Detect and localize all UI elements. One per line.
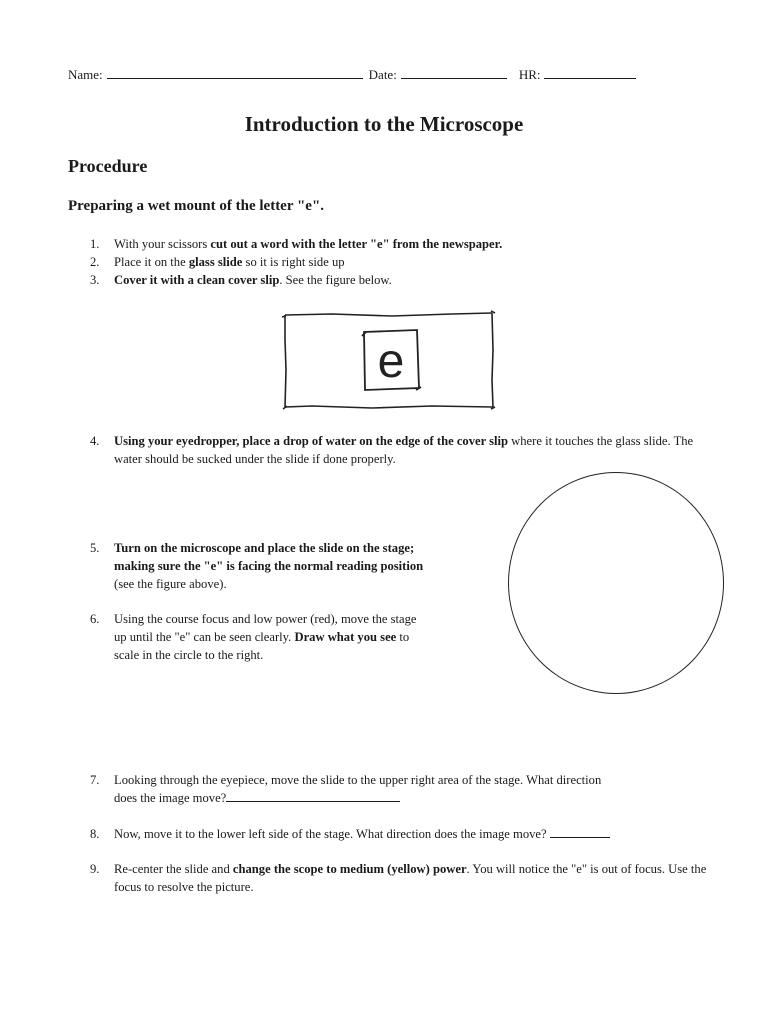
section-heading: Procedure (68, 156, 148, 176)
step-2 (90, 253, 710, 271)
step-bold-text: Draw what you see (294, 630, 397, 644)
answer-blank[interactable] (226, 789, 400, 802)
step-text: . You will notice the "e" is out of focus. Use the focus to resolve the picture. (114, 862, 707, 894)
step-1 (90, 235, 710, 253)
step-bold-text: change the scope to medium (yellow) power (232, 862, 467, 876)
step-number: 7. (90, 773, 100, 787)
step-3 (90, 271, 710, 289)
step-5 (90, 539, 500, 593)
step-text: Looking through the eyepiece, move the slide to the upper right area of the stage. What direction (114, 773, 602, 787)
letter-e: e (377, 335, 405, 388)
step-number: 9. (90, 862, 100, 876)
step-9 (90, 860, 710, 896)
step-text: Using the course focus and low power (red), move the stage (114, 612, 417, 626)
step-bold-text: Turn on the microscope and place the slide on the stage; (114, 541, 415, 555)
step-bold-text: Cover it with a clean cover slip (114, 273, 280, 287)
step-text: . See the figure below. (279, 273, 392, 287)
name-blank (107, 66, 363, 79)
step-text: scale in the circle to the right. (114, 648, 264, 662)
step-6 (90, 610, 500, 664)
step-number: 6. (90, 612, 100, 626)
step-4 (90, 432, 710, 468)
step-7 (90, 771, 720, 807)
step-8 (90, 825, 720, 843)
hr-label: HR: (518, 67, 541, 82)
slide-figure (282, 310, 496, 410)
header-fields (68, 66, 636, 83)
step-bold-text: making sure the "e" is facing the normal reading position (114, 559, 424, 573)
step-text: With your scissors (114, 237, 211, 251)
step-number: 4. (90, 434, 100, 448)
drawing-circle[interactable] (508, 472, 724, 694)
step-text: Now, move it to the lower left side of the stage. What direction does the image move? (114, 827, 547, 841)
step-text: where it touches the glass slide. The water should be sucked under the slide if done properly. (114, 434, 694, 466)
step-number: 3. (90, 273, 100, 287)
step-bold-text: Using your eyedropper, place a drop of water on the edge of the cover slip (114, 434, 509, 448)
step-text: (see the figure above). (114, 577, 227, 591)
step-text: to (396, 630, 410, 644)
page-title: Introduction to the Microscope (244, 112, 524, 136)
answer-blank[interactable] (550, 825, 610, 838)
hr-blank (544, 66, 636, 79)
step-number: 1. (90, 237, 100, 251)
date-label: Date: (368, 67, 397, 82)
step-text: Re-center the slide and (114, 862, 233, 876)
sub-heading: Preparing a wet mount of the letter "e". (68, 198, 325, 214)
step-bold-text: cut out a word with the letter "e" from the newspaper. (210, 237, 503, 251)
name-label: Name: (68, 67, 103, 82)
date-blank (401, 66, 507, 79)
step-text: does the image move? (114, 791, 227, 805)
step-number: 8. (90, 827, 100, 841)
step-bold-text: glass slide (188, 255, 243, 269)
step-text: up until the "e" can be seen clearly. (114, 630, 295, 644)
step-number: 2. (90, 255, 100, 269)
step-text: so it is right side up (242, 255, 345, 269)
step-number: 5. (90, 541, 100, 555)
step-text: Place it on the (114, 255, 189, 269)
